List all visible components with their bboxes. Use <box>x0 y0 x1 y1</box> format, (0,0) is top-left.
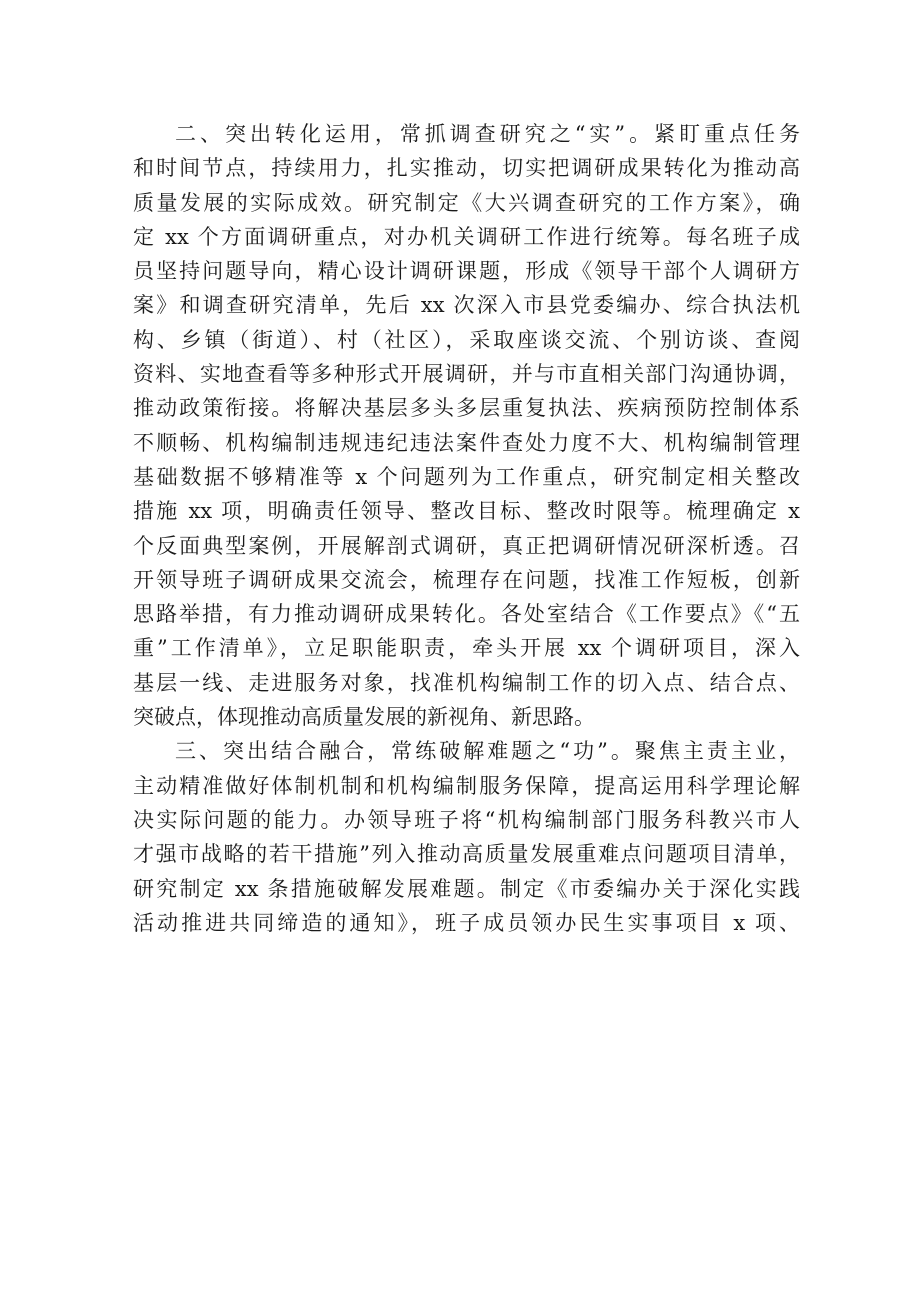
text-line: 资料、实地查看等多种形式开展调研，并与市直相关部门沟通协调， <box>133 362 800 387</box>
text-line: 主动精准做好体制机制和机构编制服务保障，提高运用科学理论解 <box>133 773 800 798</box>
text-line: 案》和调查研究清单，先后 xx 次深入市县党委编办、综合执法机 <box>133 293 800 318</box>
text-line: 和时间节点，持续用力，扎实推动，切实把调研成果转化为推动高 <box>133 156 800 181</box>
text-line: 推动政策衔接。将解决基层多头多层重复执法、疾病预防控制体系 <box>133 396 800 421</box>
text-line: 个反面典型案例，开展解剖式调研，真正把调研情况研深析透。召 <box>133 533 800 558</box>
text-line: 重”工作清单》，立足职能职责，牵头开展 xx 个调研项目，深入 <box>133 636 800 661</box>
text-line: 活动推进共同缔造的通知》，班子成员领办民生实事项目 x 项、 <box>133 910 800 935</box>
text-line: 思路举措，有力推动调研成果转化。各处室结合《工作要点》《“五 <box>133 602 800 627</box>
text-line: 构、乡镇（街道）、村（社区），采取座谈交流、个别访谈、查阅 <box>133 327 800 352</box>
text-line: 不顺畅、机构编制违规违纪违法案件查处力度不大、机构编制管理 <box>133 430 800 455</box>
text-line: 质量发展的实际成效。研究制定《大兴调查研究的工作方案》，确 <box>133 190 800 215</box>
text-line: 三、突出结合融合，常练破解难题之“功”。聚焦主责主业， <box>175 739 800 764</box>
text-line: 措施 xx 项，明确责任领导、整改目标、整改时限等。梳理确定 x <box>133 499 800 524</box>
paragraph-three <box>133 734 800 940</box>
text-line: 二、突出转化运用，常抓调查研究之“实”。紧盯重点任务 <box>175 122 800 146</box>
text-line: 才强市战略的若干措施”列入推动高质量发展重难点问题项目清单， <box>133 842 800 867</box>
paragraph-two <box>133 117 800 734</box>
text-line: 研究制定 xx 条措施破解发展难题。制定《市委编办关于深化实践 <box>133 876 800 901</box>
text-line: 决实际问题的能力。办领导班子将“机构编制部门服务科教兴市人 <box>133 807 800 832</box>
text-line: 基层一线、走进服务对象，找准机构编制工作的切入点、结合点、 <box>133 670 800 695</box>
document-body <box>133 117 800 940</box>
text-line: 突破点，体现推动高质量发展的新视角、新思路。 <box>133 705 595 730</box>
text-line: 开领导班子调研成果交流会，梳理存在问题，找准工作短板，创新 <box>133 567 800 592</box>
text-line: 定 xx 个方面调研重点，对办机关调研工作进行统筹。每名班子成 <box>133 224 800 249</box>
text-line: 员坚持问题导向，精心设计调研课题，形成《领导干部个人调研方 <box>133 259 800 284</box>
text-line: 基础数据不够精准等 x 个问题列为工作重点，研究制定相关整改 <box>133 464 800 489</box>
